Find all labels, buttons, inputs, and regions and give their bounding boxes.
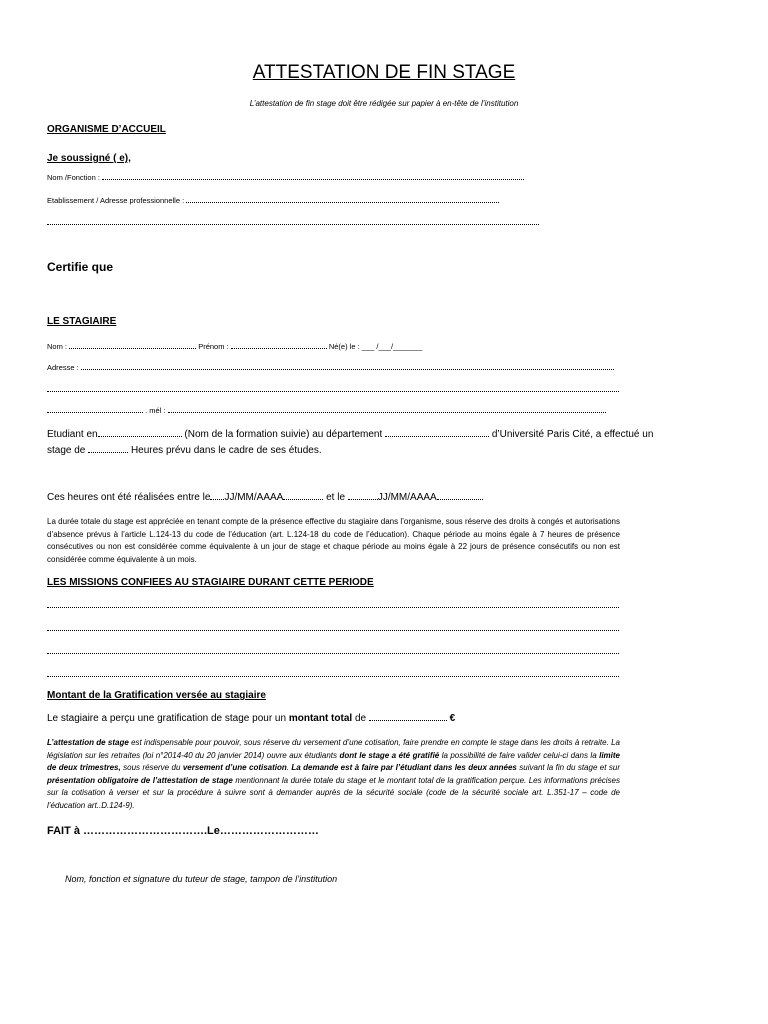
nom-row xyxy=(47,341,422,351)
dates-row xyxy=(47,492,483,503)
note-s5: limite de deux trimestres, xyxy=(47,750,620,772)
ville-field[interactable] xyxy=(47,405,143,413)
gratification-heading xyxy=(47,690,294,701)
etablissement-field[interactable] xyxy=(186,195,499,203)
montant-field[interactable] xyxy=(369,713,447,721)
et-le-label: et le xyxy=(326,492,346,503)
note-s6: sous réserve du xyxy=(120,763,183,772)
formation-text: (Nom de la formation suivie) au département xyxy=(184,429,383,440)
etudiant-label: Etudiant en xyxy=(47,429,98,440)
gratification-text: Le stagiaire a perçu une gratification de stage pour un xyxy=(47,713,287,724)
stage-heures-row xyxy=(47,445,322,456)
dates-label: Ces heures ont été réalisées entre le xyxy=(47,492,211,503)
gratification-row xyxy=(47,713,455,724)
note-s7: versement d’une cotisation xyxy=(182,763,287,772)
note-s8: . xyxy=(286,763,292,772)
note-s2: est indispensable pour pouvoir, sous réserve du versement d’une cotisation, faire prendre en compte le stage dans les droits à retraite. La législation sur les retraites (loi n°2014-40 du 20 janvier 2014) ouvre aux étudiants xyxy=(47,738,620,760)
missions-line-1[interactable] xyxy=(47,607,619,608)
signature-caption: Nom, fonction et signature du tuteur de stage, tampon de l’institution xyxy=(65,874,338,884)
note-s9: La demande est à faire par l’étudiant dans les deux années xyxy=(291,763,517,772)
note-s11: présentation obligatoire de l’attestation de stage xyxy=(47,775,233,785)
formation-field[interactable] xyxy=(98,429,182,437)
adresse-pro-line[interactable] xyxy=(47,224,539,225)
universite-text: d’Université Paris Cité, a effectué un xyxy=(491,429,654,440)
date-debut-suffix[interactable] xyxy=(283,492,323,500)
date-fin-field[interactable]: JJ/MM/AAAA xyxy=(377,492,437,503)
etablissement-label: Etablissement / Adresse professionnelle : xyxy=(47,196,185,205)
page-subtitle: L’attestation de fin stage doit être rédigée sur papier à en-tête de l’institution xyxy=(249,99,519,108)
nom-fonction-field[interactable] xyxy=(102,172,524,180)
organisme-heading: ORGANISME D’ACCUEIL xyxy=(47,124,166,135)
mel-row xyxy=(47,405,606,415)
departement-field[interactable] xyxy=(385,429,489,437)
stage-de-label: stage de xyxy=(47,445,86,456)
etablissement-row xyxy=(47,195,499,205)
note-s12: mentionnant la durée totale du stage et le montant total de la gratification perçue. Les informations précises sur la cotisation à verser et sur la procédure à suivre sont à demander auprès de la sécurité sociale (code de la sécurité sociale art. L.351-17 – code de l’éducation art..D.124-9). xyxy=(47,775,620,810)
nom-label: Nom : xyxy=(47,342,68,351)
date-debut-prefix[interactable] xyxy=(210,492,224,500)
note-s3: dont le stage a été gratifié xyxy=(339,750,440,760)
le-date-field[interactable]: Le……………………… xyxy=(207,825,319,837)
nele-label: Né(e) le : xyxy=(328,342,360,351)
date-fin-prefix[interactable] xyxy=(348,492,378,500)
mel-label: . mél : xyxy=(145,406,166,415)
note-s4: la possibilité de faire valider celui-ci dans la xyxy=(439,750,600,760)
date-fin-suffix[interactable] xyxy=(437,492,483,500)
nom-fonction-label: Nom /Fonction : xyxy=(47,173,100,182)
missions-line-4[interactable] xyxy=(47,676,619,677)
missions-heading: LES MISSIONS CONFIEES AU STAGIAIRE DURANT CETTE PERIODE xyxy=(47,577,374,588)
heures-field[interactable] xyxy=(88,445,128,453)
prenom-label: Prénom : xyxy=(198,342,229,351)
duree-paragraph: La durée totale du stage est appréciée en tenant compte de la présence effective du stagiaire dans l’organisme, sous réserve des droits à congés et autorisations d’absence prévus à l’article L.124-13 du code de l’éducation (art. L.124-18 du code de l’éducation). Chaque période au moins égale à 7 heures de présence consécutives ou non est considérée comme équivalente à un jour de stage et chaque période au moins égale à 22 jours de présence consécutifs ou non est considérée comme équivalente à un mois. xyxy=(47,517,620,564)
prenom-field[interactable] xyxy=(231,341,327,349)
fait-a-field[interactable]: FAIT à ……………………………. xyxy=(47,825,208,837)
montant-total-label: montant total xyxy=(288,713,353,724)
note-s10: suivant la fin du stage et sur xyxy=(516,763,620,772)
soussigne-label: Je soussigné ( e), xyxy=(47,153,131,164)
missions-line-2[interactable] xyxy=(47,630,619,631)
adresse-field[interactable] xyxy=(81,362,614,370)
retraite-note xyxy=(47,737,620,812)
certifie-label: Certifie que xyxy=(47,260,114,274)
adresse-row xyxy=(47,362,614,372)
note-s1: L’attestation de stage xyxy=(47,738,129,747)
heures-text: Heures prévu dans le cadre de ses études. xyxy=(130,445,322,456)
missions-line-3[interactable] xyxy=(47,653,619,654)
adresse-label: Adresse : xyxy=(47,363,79,372)
mel-field[interactable] xyxy=(168,405,606,413)
nom-field[interactable] xyxy=(69,341,196,349)
gratification-heading-text: Montant de la Gratification versée au stagiaire xyxy=(47,690,266,701)
adresse-line-2[interactable] xyxy=(47,391,619,392)
page-title: ATTESTATION DE FIN STAGE xyxy=(252,62,516,83)
stagiaire-heading: LE STAGIAIRE xyxy=(47,316,117,327)
nom-fonction-row xyxy=(47,172,524,182)
nele-field[interactable]: ___ /___/_______ xyxy=(361,342,423,351)
date-debut-field[interactable]: JJ/MM/AAAA xyxy=(224,492,284,503)
etudiant-row xyxy=(47,429,653,440)
de-label: de xyxy=(354,713,367,724)
euro-symbol: € xyxy=(449,713,456,724)
